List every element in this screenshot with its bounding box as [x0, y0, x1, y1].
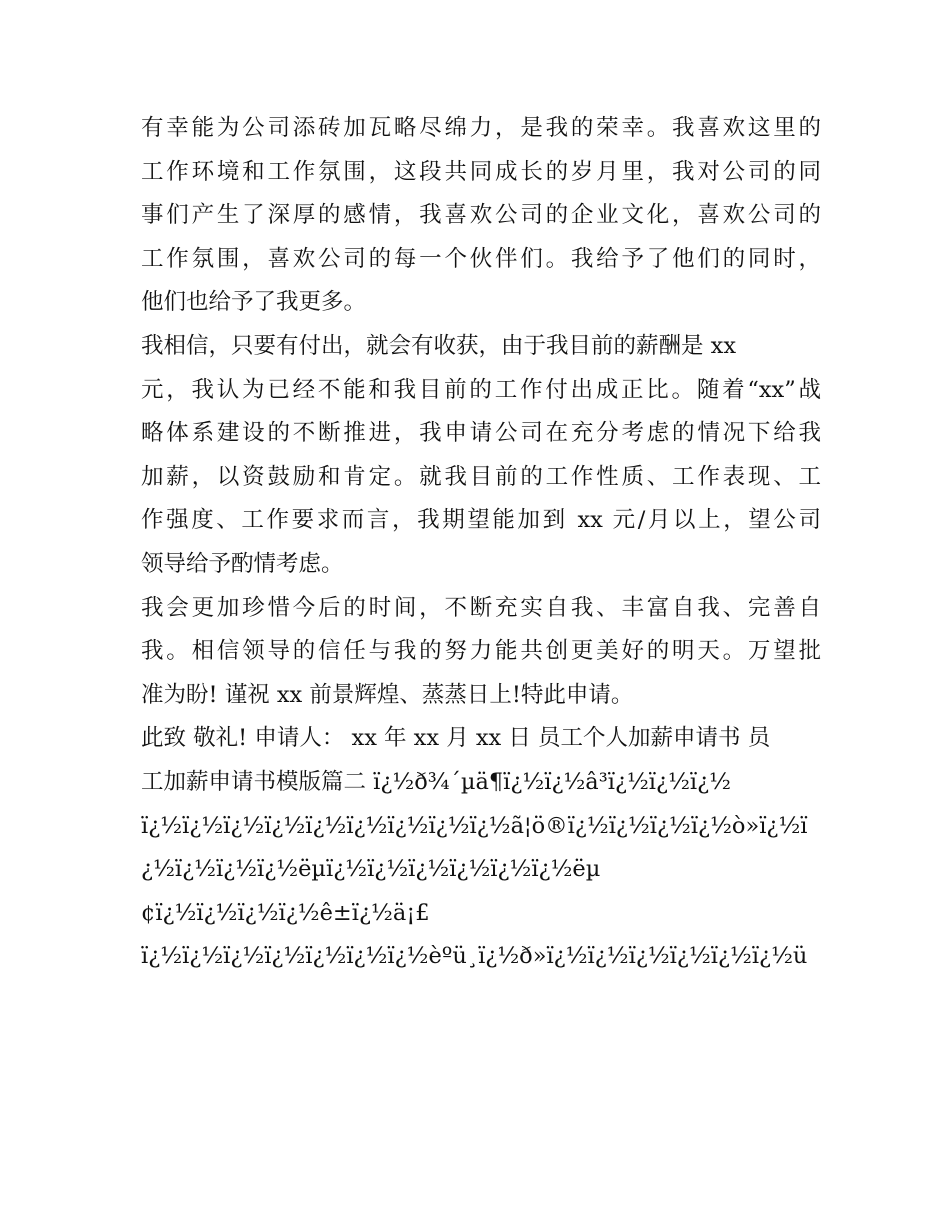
text-line: 有幸能为公司添砖加瓦略尽绵力，是我的荣幸。我喜欢这里的	[141, 115, 821, 141]
text-line: 准为盼! 谨祝 xx 前景辉煌、蒸蒸日上!特此申请。	[141, 681, 634, 708]
text-line: 工加薪申请书模版篇二 ï¿½ð¾´µä¶ï¿½ï¿½â³ï¿½ï¿½ï¿½	[141, 768, 731, 795]
text-line: ï¿½ï¿½ï¿½ï¿½ï¿½ï¿½ï¿½èºü¸ï¿½ð»ï¿½ï¿½ï¿½ï¿½ï¿½ï¿½ü	[141, 943, 808, 970]
text-line: ¢ï¿½ï¿½ï¿½ï¿½ê±ï¿½ä¡£	[141, 899, 430, 926]
text-line: 工作环境和工作氛围，这段共同成长的岁月里，我对公司的同	[141, 158, 821, 185]
text-line: 元，我认为已经不能和我目前的工作付出成正比。随着“xx”战	[141, 376, 821, 403]
text-line: 他们也给予了我更多。	[141, 289, 367, 316]
text-line: 我。相信领导的信任与我的努力能共创更美好的明天。万望批	[141, 638, 821, 665]
text-line: 事们产生了深厚的感情，我喜欢公司的企业文化，喜欢公司的	[141, 202, 821, 229]
text-line: 略体系建设的不断推进，我申请公司在充分考虑的情况下给我	[141, 420, 821, 447]
text-line: 我会更加珍惜今后的时间，不断充实自我、丰富自我、完善自	[141, 594, 821, 621]
text-line: ï¿½ï¿½ï¿½ï¿½ï¿½ï¿½ï¿½ï¿½ï¿½ã¦ö®ï¿½ï¿½ï¿½ï¿½ò»ï¿½ï	[141, 812, 808, 839]
text-line: 此致 敬礼! 申请人： xx 年 xx 月 xx 日 员工个人加薪申请书 员	[141, 725, 771, 752]
text-line: 作强度、工作要求而言，我期望能加到 xx 元/月以上，望公司	[141, 507, 821, 534]
text-line: 领导给予酌情考虑。	[141, 550, 344, 577]
text-line: ¿½ï¿½ï¿½ï¿½ëµï¿½ï¿½ï¿½ï¿½ï¿½ï¿½ëµ	[141, 856, 601, 883]
document-body	[141, 107, 821, 979]
text-line: 加薪，以资鼓励和肯定。就我目前的工作性质、工作表现、工	[141, 463, 821, 490]
text-line: 工作氛围，喜欢公司的每一个伙伴们。我给予了他们的同时，	[141, 245, 821, 272]
text-line: 我相信，只要有付出，就会有收获，由于我目前的薪酬是 xx	[141, 332, 737, 359]
